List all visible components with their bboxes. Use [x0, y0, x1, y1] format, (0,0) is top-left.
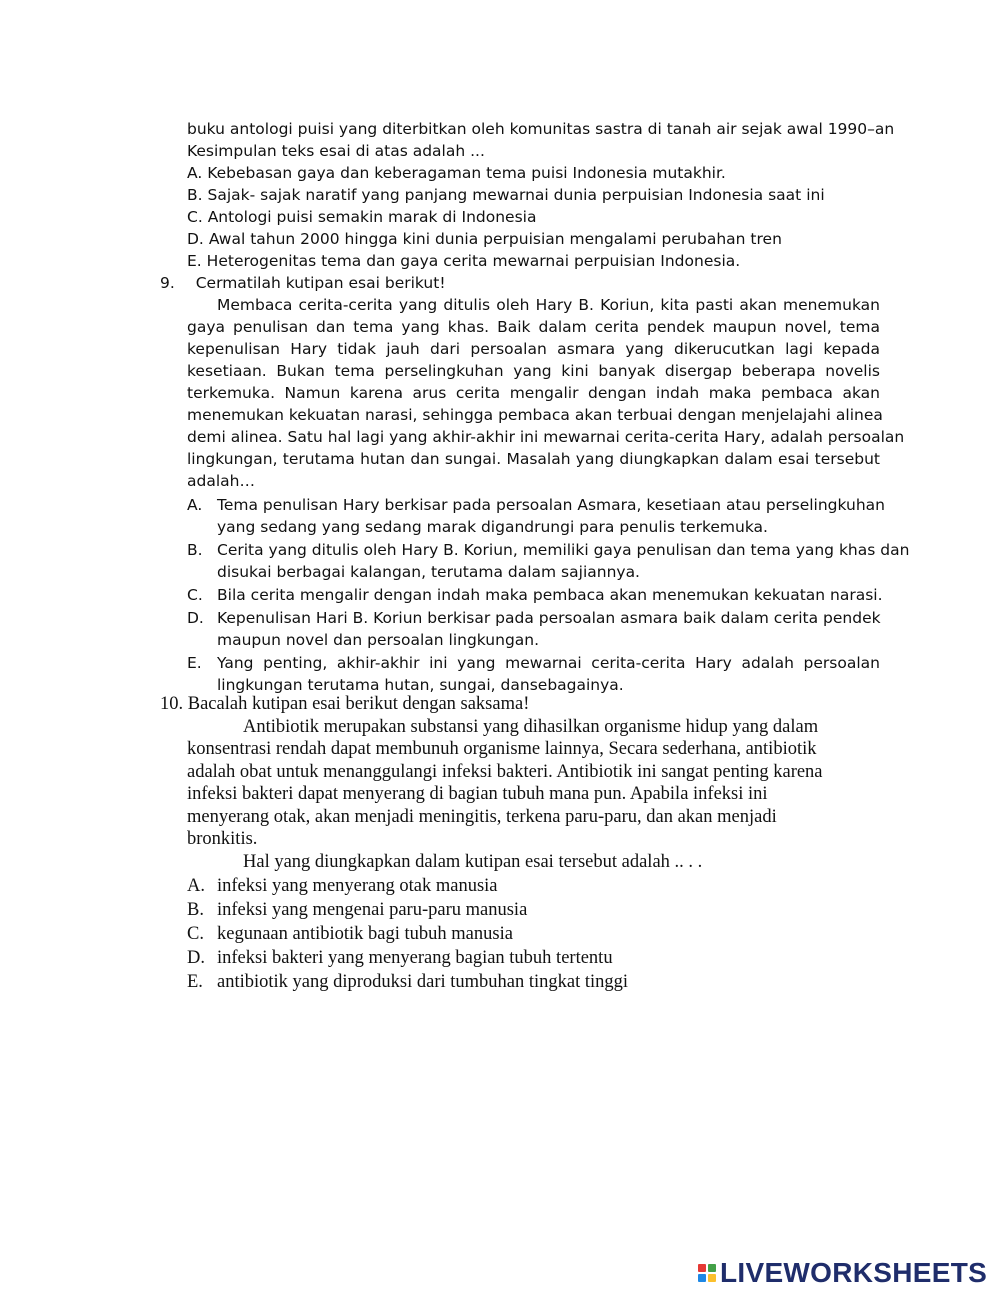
option-text: Awal tahun 2000 hingga kini dunia perpuisian mengalami perubahan tren — [208, 230, 782, 248]
question-10 — [160, 693, 860, 994]
option-text: maupun novel dan persoalan lingkungan. — [217, 631, 540, 649]
q10-option-b[interactable] — [187, 899, 860, 922]
option-text: Antologi puisi semakin marak di Indonesia — [207, 208, 537, 226]
option-text: Yang penting, akhir-akhir ini yang mewarnai cerita-cerita Hary adalah persoalan — [217, 654, 880, 672]
q8-option-b[interactable] — [187, 184, 887, 206]
liveworksheets-logo — [698, 1258, 987, 1288]
option-letter: C. — [187, 586, 203, 604]
q10-options — [187, 875, 860, 994]
q10-passage — [187, 716, 860, 874]
q9-passage — [187, 294, 905, 492]
logo-blocks-icon — [698, 1264, 716, 1282]
q8-question: Kesimpulan teks esai di atas adalah ... — [187, 142, 485, 160]
question-9 — [160, 272, 910, 696]
question-number: 9. — [160, 274, 175, 292]
option-text: antibiotik yang diproduksi dari tumbuhan tingkat tinggi — [217, 972, 629, 992]
q9-header — [160, 272, 880, 294]
passage-line: kepenulisan Hary tidak jauh dari persoalan asmara yang dikerucutkan lagi kepada — [187, 340, 880, 358]
passage-line: menyerang otak, akan menjadi meningitis, terkena paru-paru, dan akan menjadi — [187, 806, 777, 827]
option-text: yang sedang yang sedang marak digandrungi para penulis terkemuka. — [217, 518, 768, 536]
option-text: infeksi yang mengenai paru-paru manusia — [217, 900, 528, 920]
passage-line: adalah obat untuk menanggulangi infeksi bakteri. Antibiotik ini sangat penting karena — [187, 761, 823, 782]
option-text: Tema penulisan Hary berkisar pada persoalan Asmara, kesetiaan atau perselingkuhan — [217, 496, 885, 514]
passage-line: terkemuka. Namun karena arus cerita mengalir dengan indah maka pembaca akan — [187, 384, 880, 402]
question-prompt: Cermatilah kutipan esai berikut! — [195, 274, 446, 292]
question-number: 10. — [160, 694, 184, 714]
passage-line: infeksi bakteri dapat menyerang di bagian tubuh mana pun. Apabila infeksi ini — [187, 784, 768, 804]
option-text: Cerita yang ditulis oleh Hary B. Koriun, memiliki gaya penulisan dan tema yang khas dan — [217, 541, 910, 559]
q9-option-c[interactable] — [187, 584, 883, 606]
option-letter: E. — [187, 252, 202, 270]
option-letter: B. — [187, 186, 203, 204]
passage-line: adalah… — [187, 472, 255, 490]
q10-option-d[interactable] — [187, 947, 860, 970]
option-letter: C. — [187, 208, 203, 226]
option-text: kegunaan antibiotik bagi tubuh manusia — [217, 924, 513, 944]
q10-option-e[interactable] — [187, 971, 860, 994]
passage-line: Antibiotik merupakan substansi yang dihasilkan organisme hidup yang dalam — [243, 716, 819, 737]
logo-block — [698, 1274, 706, 1282]
q10-header — [160, 693, 860, 716]
logo-block — [708, 1264, 716, 1272]
option-text: infeksi bakteri yang menyerang bagian tubuh tertentu — [217, 948, 613, 968]
option-text: Sajak- sajak naratif yang panjang mewarnai dunia perpuisian Indonesia saat ini — [207, 186, 825, 204]
q9-option-b[interactable] — [187, 539, 910, 583]
option-text: lingkungan terutama hutan, sungai, dansebagainya. — [217, 676, 624, 694]
option-letter: D. — [187, 609, 204, 627]
option-letter: A. — [187, 496, 203, 514]
q9-option-e[interactable] — [187, 652, 880, 696]
option-letter: A. — [187, 876, 205, 896]
passage-line: konsentrasi rendah dapat membunuh organisme lainnya, Secara sederhana, antibiotik — [187, 739, 817, 759]
option-letter: D. — [187, 948, 205, 968]
passage-line: menemukan kekuatan narasi, sehingga pembaca akan terbuai dengan menjelajahi alinea — [187, 406, 883, 424]
q10-option-a[interactable] — [187, 875, 860, 898]
question-prompt: Bacalah kutipan esai berikut dengan saksama! — [187, 694, 530, 714]
q10-question: Hal yang diungkapkan dalam kutipan esai tersebut adalah .. . . — [243, 851, 703, 872]
passage-line: gaya penulisan dan tema yang khas. Baik dalam cerita pendek maupun novel, tema — [187, 318, 880, 336]
logo-text: LIVEWORKSHEETS — [720, 1257, 988, 1288]
option-letter: A. — [187, 164, 203, 182]
option-letter: B. — [187, 900, 204, 920]
option-letter: E. — [187, 654, 202, 672]
q9-option-d[interactable] — [187, 607, 880, 651]
q9-options — [187, 494, 910, 696]
passage-line: bronkitis. — [187, 829, 258, 849]
passage-line: kesetiaan. Bukan tema perselingkuhan yang kini banyak disergap beberapa novelis — [187, 362, 880, 380]
passage-line: demi alinea. Satu hal lagi yang akhir-akhir ini mewarnai cerita-cerita Hary, adalah persoalan — [187, 428, 905, 446]
q8-option-c[interactable] — [187, 206, 887, 228]
logo-block — [698, 1264, 706, 1272]
option-text: disukai berbagai kalangan, terutama dalam sajiannya. — [217, 563, 640, 581]
question-8-tail — [187, 118, 895, 272]
option-letter: C. — [187, 924, 204, 944]
option-text: Kepenulisan Hari B. Koriun berkisar pada persoalan asmara baik dalam cerita pendek — [217, 609, 881, 627]
q8-option-d[interactable] — [187, 228, 887, 250]
option-letter: B. — [187, 541, 203, 559]
option-letter: D. — [187, 230, 204, 248]
option-text: Kebebasan gaya dan keberagaman tema puisi Indonesia mutakhir. — [207, 164, 726, 182]
q10-option-c[interactable] — [187, 923, 860, 946]
option-text: Bila cerita mengalir dengan indah maka pembaca akan menemukan kekuatan narasi. — [217, 586, 883, 604]
passage-line: Membaca cerita-cerita yang ditulis oleh Hary B. Koriun, kita pasti akan menemukan — [217, 296, 880, 314]
q8-option-e[interactable] — [187, 250, 887, 272]
logo-block — [708, 1274, 716, 1282]
option-text: Heterogenitas tema dan gaya cerita mewarnai perpuisian Indonesia. — [206, 252, 741, 270]
q8-option-a[interactable] — [187, 162, 887, 184]
option-letter: E. — [187, 972, 203, 992]
q8-intro-line: buku antologi puisi yang diterbitkan oleh komunitas sastra di tanah air sejak awal 1990–an — [187, 120, 895, 138]
option-text: infeksi yang menyerang otak manusia — [217, 876, 498, 896]
passage-line: lingkungan, terutama hutan dan sungai. Masalah yang diungkapkan dalam esai tersebut — [187, 450, 880, 468]
q9-option-a[interactable] — [187, 494, 885, 538]
